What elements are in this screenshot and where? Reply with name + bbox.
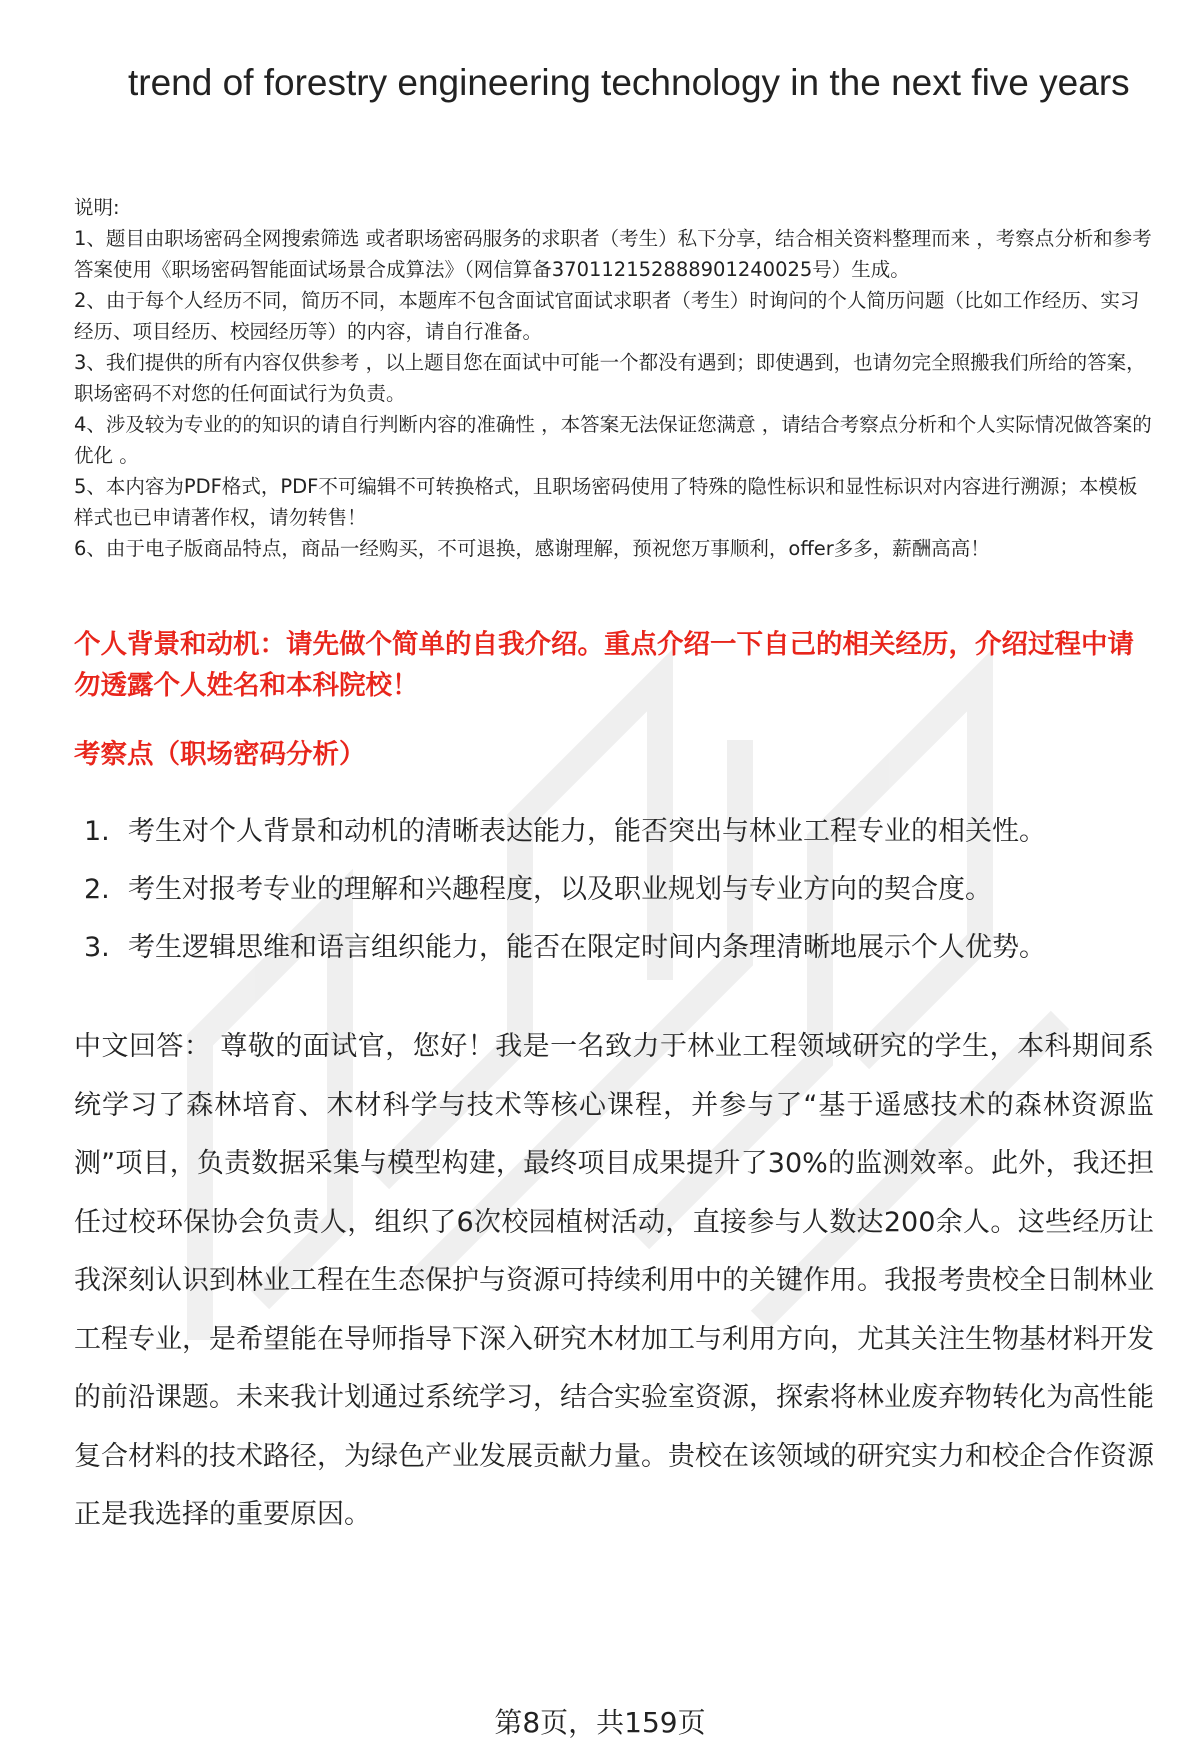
analysis-points xyxy=(84,812,1164,986)
question-heading: 个人背景和动机：请先做个简单的自我介绍。重点介绍一下自己的相关经历，介绍过程中请勿透露个人姓名和本科院校！ xyxy=(74,629,1134,701)
list-item-number: 1. xyxy=(84,816,110,847)
notes-heading: 说明: xyxy=(74,196,120,219)
notes-section xyxy=(74,192,1154,564)
list-item-text: 考生逻辑思维和语言组织能力，能否在限定时间内条理清晰地展示个人优势。 xyxy=(128,932,1046,963)
note-item: 6、由于电子版商品特点，商品一经购买，不可退换，感谢理解，预祝您万事顺利，offer多多，薪酬高高！ xyxy=(74,537,990,560)
list-item xyxy=(84,928,1164,968)
list-item-text: 考生对个人背景和动机的清晰表达能力，能否突出与林业工程专业的相关性。 xyxy=(128,816,1046,847)
list-item-number: 2. xyxy=(84,874,110,905)
page-title: trend of forestry engineering technology in the next five years xyxy=(128,62,1130,103)
analysis-heading: 考察点（职场密码分析） xyxy=(74,739,366,770)
list-item xyxy=(84,812,1164,852)
note-item: 5、本内容为PDF格式，PDF不可编辑不可转换格式，且职场密码使用了特殊的隐性标识和显性标识对内容进行溯源；本模板样式也已申请著作权，请勿转售！ xyxy=(74,475,1138,529)
list-item xyxy=(84,870,1164,910)
answer-paragraph: 中文回答： 尊敬的面试官，您好！我是一名致力于林业工程领域研究的学生，本科期间系统学习了森林培育、木材科学与技术等核心课程，并参与了“基于遥感技术的森林资源监测”项目，负责数据采集与模型构建，最终项目成果提升了30%的监测效率。此外，我还担任过校环保协会负责人，组织了6次校园植树活动，直接参与人数达200余人。这些经历让我深刻认识到林业工程在生态保护与资源可持续利用中的关键作用。我报考贵校全日制林业工程专业，是希望能在导师指导下深入研究木材加工与利用方向，尤其关注生物基材料开发的前沿课题。未来我计划通过系统学习，结合实验室资源，探索将林业废弃物转化为高性能复合材料的技术路径，为绿色产业发展贡献力量。贵校在该领域的研究实力和校企合作资源正是我选择的重要原因。 xyxy=(74,1031,1154,1530)
note-item: 2、由于每个人经历不同，简历不同，本题库不包含面试官面试求职者（考生）时询问的个人简历问题（比如工作经历、实习经历、项目经历、校园经历等）的内容，请自行准备。 xyxy=(74,289,1140,343)
page-number: 第8页，共159页 xyxy=(494,1706,706,1739)
note-item: 4、涉及较为专业的的知识的请自行判断内容的准确性 ，本答案无法保证您满意 ，请结合考察点分析和个人实际情况做答案的优化 。 xyxy=(74,413,1152,467)
list-item-text: 考生对报考专业的理解和兴趣程度，以及职业规划与专业方向的契合度。 xyxy=(128,874,992,905)
note-item: 3、我们提供的所有内容仅供参考 ，以上题目您在面试中可能一个都没有遇到；即使遇到，也请勿完全照搬我们所给的答案，职场密码不对您的任何面试行为负责。 xyxy=(74,351,1146,405)
list-item-number: 3. xyxy=(84,932,110,963)
note-item: 1、题目由职场密码全网搜索筛选 或者职场密码服务的求职者（考生）私下分享，结合相关资料整理而来 ，考察点分析和参考答案使用《职场密码智能面试场景合成算法》（网信算备370112152888901240025号）生成。 xyxy=(74,227,1152,281)
